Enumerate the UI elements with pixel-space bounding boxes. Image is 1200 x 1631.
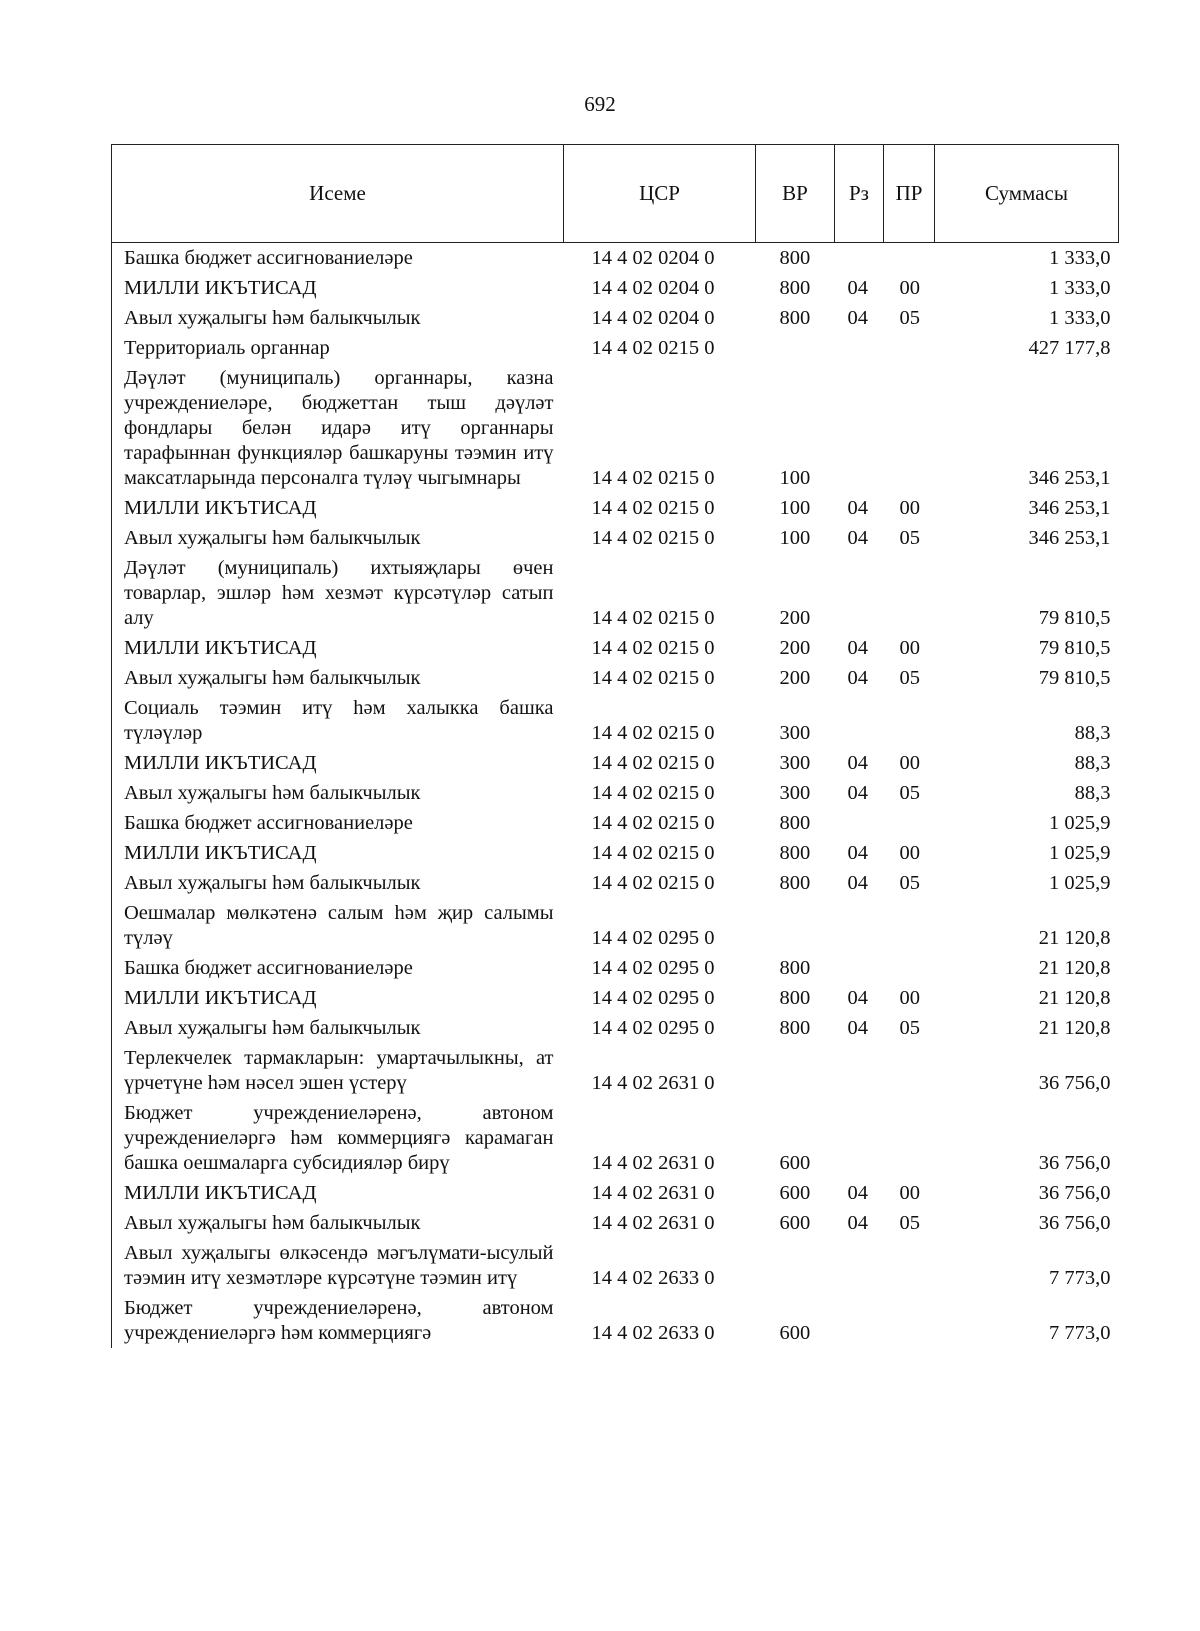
cell-name: Авыл хуҗалыгы һәм балыкчылык <box>124 667 421 689</box>
table-row <box>112 663 1119 693</box>
cell-sum: 88,3 <box>1074 722 1111 744</box>
cell-name: Оешмалар мөлкәтенә салым һәм җир салымы түләү <box>124 902 554 949</box>
cell-pr <box>884 243 935 273</box>
cell-sum: 1 333,0 <box>1049 277 1111 299</box>
page-number: 692 <box>584 92 616 116</box>
cell-pr <box>884 953 935 983</box>
cell-sum: 79 810,5 <box>1038 667 1111 689</box>
cell-rz <box>835 363 884 493</box>
cell-sum: 346 253,1 <box>1028 497 1111 519</box>
table-row <box>112 1238 1119 1293</box>
cell-rz <box>835 898 884 953</box>
cell-pr <box>884 693 935 748</box>
cell-pr <box>884 1098 935 1178</box>
table-row <box>112 693 1119 748</box>
cell-pr: 05 <box>899 872 920 894</box>
cell-name: Авыл хуҗалыгы өлкәсендә мәгълүмати-ысулый тәэмин итү хезмәтләре күрсәтүне тәэмин итү <box>124 1242 554 1289</box>
cell-name: Авыл хуҗалыгы һәм балыкчылык <box>124 307 421 329</box>
table-row <box>112 1178 1119 1208</box>
cell-name: МИЛЛИ ИКЪТИСАД <box>124 277 317 299</box>
cell-sum: 79 810,5 <box>1038 607 1111 629</box>
cell-pr <box>884 1043 935 1098</box>
cell-pr: 00 <box>899 842 920 864</box>
cell-pr <box>884 898 935 953</box>
cell-pr: 05 <box>899 307 920 329</box>
cell-pr: 00 <box>899 1182 920 1204</box>
cell-csr: 14 4 02 0295 0 <box>591 957 715 979</box>
cell-vr: 600 <box>779 1212 811 1234</box>
cell-csr: 14 4 02 0295 0 <box>591 1017 715 1039</box>
cell-csr: 14 4 02 0204 0 <box>591 247 715 269</box>
table-row <box>112 1098 1119 1178</box>
cell-name: Бюджет учреждениеләренә, автоном учреждениеләргә һәм коммерциягә карамаган башка оешмаларга субсидияләр бирү <box>124 1102 554 1174</box>
cell-rz: 04 <box>847 987 868 1009</box>
cell-csr: 14 4 02 0215 0 <box>591 872 715 894</box>
cell-vr <box>756 333 835 363</box>
cell-pr: 05 <box>899 1017 920 1039</box>
cell-rz: 04 <box>847 637 868 659</box>
cell-csr: 14 4 02 2631 0 <box>591 1212 715 1234</box>
cell-rz: 04 <box>847 1212 868 1234</box>
cell-rz: 04 <box>847 667 868 689</box>
cell-rz: 04 <box>847 527 868 549</box>
table-row <box>112 523 1119 553</box>
cell-rz <box>835 553 884 633</box>
cell-pr <box>884 333 935 363</box>
cell-rz <box>835 1098 884 1178</box>
cell-vr: 800 <box>779 842 811 864</box>
cell-csr: 14 4 02 0215 0 <box>591 842 715 864</box>
cell-name: Дәүләт (муниципаль) ихтыяҗлары өчен товарлар, эшләр һәм хезмәт күрсәтүләр сатып алу <box>124 557 554 629</box>
cell-vr: 800 <box>779 277 811 299</box>
cell-name: МИЛЛИ ИКЪТИСАД <box>124 752 317 774</box>
cell-sum: 1 025,9 <box>1049 842 1111 864</box>
cell-pr: 05 <box>899 782 920 804</box>
cell-csr: 14 4 02 2631 0 <box>591 1072 715 1094</box>
table-row <box>112 493 1119 523</box>
cell-pr: 00 <box>899 987 920 1009</box>
cell-csr: 14 4 02 2633 0 <box>591 1322 715 1344</box>
cell-rz <box>835 333 884 363</box>
table-body <box>112 243 1119 1348</box>
cell-csr: 14 4 02 0215 0 <box>591 607 715 629</box>
cell-name: Башка бюджет ассигнованиеләре <box>124 247 413 269</box>
table-row <box>112 1293 1119 1348</box>
cell-vr: 600 <box>779 1182 811 1204</box>
cell-vr: 800 <box>779 812 811 834</box>
table-row <box>112 983 1119 1013</box>
table-row <box>112 838 1119 868</box>
cell-sum: 36 756,0 <box>1038 1072 1111 1094</box>
cell-pr: 05 <box>899 527 920 549</box>
cell-name: Территориаль органнар <box>124 337 330 359</box>
table-row <box>112 953 1119 983</box>
cell-rz <box>835 1043 884 1098</box>
table-row <box>112 243 1119 273</box>
table-row <box>112 898 1119 953</box>
cell-sum: 36 756,0 <box>1038 1212 1111 1234</box>
cell-vr <box>756 898 835 953</box>
cell-sum: 21 120,8 <box>1038 927 1111 949</box>
cell-vr: 300 <box>779 722 811 744</box>
table-row <box>112 333 1119 363</box>
cell-rz <box>835 808 884 838</box>
cell-csr: 14 4 02 0215 0 <box>591 812 715 834</box>
cell-pr: 00 <box>899 752 920 774</box>
cell-vr: 800 <box>779 307 811 329</box>
cell-pr <box>884 363 935 493</box>
cell-name: Авыл хуҗалыгы һәм балыкчылык <box>124 1212 421 1234</box>
cell-rz: 04 <box>847 1017 868 1039</box>
cell-vr: 100 <box>779 467 811 489</box>
cell-sum: 88,3 <box>1074 782 1111 804</box>
cell-csr: 14 4 02 0215 0 <box>591 337 715 359</box>
cell-rz <box>835 1293 884 1348</box>
cell-sum: 1 333,0 <box>1049 307 1111 329</box>
header-name: Исеме <box>112 145 564 243</box>
cell-vr: 300 <box>779 782 811 804</box>
cell-sum: 36 756,0 <box>1038 1152 1111 1174</box>
cell-rz <box>835 693 884 748</box>
cell-rz: 04 <box>847 872 868 894</box>
cell-pr <box>884 1293 935 1348</box>
table-row <box>112 553 1119 633</box>
cell-pr: 05 <box>899 667 920 689</box>
cell-csr: 14 4 02 0295 0 <box>591 927 715 949</box>
cell-sum: 1 025,9 <box>1049 872 1111 894</box>
cell-sum: 7 773,0 <box>1049 1267 1111 1289</box>
cell-rz <box>835 243 884 273</box>
cell-sum: 79 810,5 <box>1038 637 1111 659</box>
cell-name: Авыл хуҗалыгы һәм балыкчылык <box>124 872 421 894</box>
cell-sum: 346 253,1 <box>1028 527 1111 549</box>
cell-pr: 00 <box>899 637 920 659</box>
cell-vr: 800 <box>779 957 811 979</box>
header-rz: Рз <box>835 145 884 243</box>
cell-name: Авыл хуҗалыгы һәм балыкчылык <box>124 527 421 549</box>
cell-csr: 14 4 02 0295 0 <box>591 987 715 1009</box>
cell-sum: 346 253,1 <box>1028 467 1111 489</box>
table-row <box>112 1013 1119 1043</box>
cell-name: Авыл хуҗалыгы һәм балыкчылык <box>124 1017 421 1039</box>
cell-csr: 14 4 02 0215 0 <box>591 637 715 659</box>
cell-rz: 04 <box>847 782 868 804</box>
cell-vr <box>756 1238 835 1293</box>
cell-csr: 14 4 02 0215 0 <box>591 527 715 549</box>
cell-pr: 05 <box>899 1212 920 1234</box>
cell-sum: 21 120,8 <box>1038 1017 1111 1039</box>
cell-csr: 14 4 02 0215 0 <box>591 667 715 689</box>
cell-csr: 14 4 02 0215 0 <box>591 467 715 489</box>
cell-pr <box>884 808 935 838</box>
header-csr: ЦСР <box>564 145 756 243</box>
table-row <box>112 303 1119 333</box>
cell-rz: 04 <box>847 842 868 864</box>
cell-pr <box>884 553 935 633</box>
cell-vr: 600 <box>779 1322 811 1344</box>
cell-csr: 14 4 02 0204 0 <box>591 277 715 299</box>
cell-vr: 200 <box>779 667 811 689</box>
cell-name: Социаль тәэмин итү һәм халыкка башка түләүләр <box>124 697 554 744</box>
cell-pr: 00 <box>899 277 920 299</box>
cell-csr: 14 4 02 0215 0 <box>591 782 715 804</box>
cell-sum: 7 773,0 <box>1049 1322 1111 1344</box>
cell-sum: 1 333,0 <box>1049 247 1111 269</box>
cell-vr: 800 <box>779 247 811 269</box>
table-row <box>112 808 1119 838</box>
cell-name: Терлекчелек тармакларын: умартачылыкны, ат үрчетүне һәм нәсел эшен үстерү <box>124 1047 554 1094</box>
cell-name: Башка бюджет ассигнованиеләре <box>124 812 413 834</box>
header-vr: ВР <box>756 145 835 243</box>
budget-table <box>111 243 1119 1348</box>
cell-csr: 14 4 02 2633 0 <box>591 1267 715 1289</box>
cell-sum: 21 120,8 <box>1038 957 1111 979</box>
header-pr: ПР <box>884 145 935 243</box>
cell-name: МИЛЛИ ИКЪТИСАД <box>124 987 317 1009</box>
cell-name: МИЛЛИ ИКЪТИСАД <box>124 1182 317 1204</box>
cell-sum: 36 756,0 <box>1038 1182 1111 1204</box>
cell-vr: 800 <box>779 872 811 894</box>
cell-vr <box>756 1043 835 1098</box>
cell-pr: 00 <box>899 497 920 519</box>
cell-rz: 04 <box>847 307 868 329</box>
cell-name: МИЛЛИ ИКЪТИСАД <box>124 842 317 864</box>
cell-name: Авыл хуҗалыгы һәм балыкчылык <box>124 782 421 804</box>
table-row <box>112 748 1119 778</box>
cell-sum: 21 120,8 <box>1038 987 1111 1009</box>
cell-csr: 14 4 02 0215 0 <box>591 722 715 744</box>
cell-vr: 200 <box>779 637 811 659</box>
cell-csr: 14 4 02 0204 0 <box>591 307 715 329</box>
table-row <box>112 273 1119 303</box>
cell-sum: 1 025,9 <box>1049 812 1111 834</box>
cell-vr: 100 <box>779 497 811 519</box>
cell-csr: 14 4 02 2631 0 <box>591 1182 715 1204</box>
cell-sum: 88,3 <box>1074 752 1111 774</box>
cell-pr <box>884 1238 935 1293</box>
cell-rz: 04 <box>847 277 868 299</box>
table-row <box>112 868 1119 898</box>
cell-sum: 427 177,8 <box>1028 337 1111 359</box>
cell-name: МИЛЛИ ИКЪТИСАД <box>124 637 317 659</box>
cell-vr: 600 <box>779 1152 811 1174</box>
table-row <box>112 363 1119 493</box>
cell-rz: 04 <box>847 1182 868 1204</box>
table-row <box>112 1043 1119 1098</box>
cell-rz: 04 <box>847 497 868 519</box>
table-row <box>112 778 1119 808</box>
cell-csr: 14 4 02 2631 0 <box>591 1152 715 1174</box>
cell-vr: 100 <box>779 527 811 549</box>
cell-vr: 300 <box>779 752 811 774</box>
cell-vr: 200 <box>779 607 811 629</box>
cell-rz <box>835 1238 884 1293</box>
cell-rz: 04 <box>847 752 868 774</box>
cell-name: МИЛЛИ ИКЪТИСАД <box>124 497 317 519</box>
cell-name: Дәүләт (муниципаль) органнары, казна учреждениеләре, бюджеттан тыш дәүләт фондлары белән идарә итү органнары тарафыннан функцияләр башкаруны тәэмин итү максатларында персоналга түләү чыгымнары <box>124 367 554 489</box>
table-row <box>112 633 1119 663</box>
cell-name: Башка бюджет ассигнованиеләре <box>124 957 413 979</box>
table-row <box>112 1208 1119 1238</box>
cell-vr: 800 <box>779 987 811 1009</box>
header-sum: Суммасы <box>935 145 1119 243</box>
cell-csr: 14 4 02 0215 0 <box>591 497 715 519</box>
table-header <box>111 144 1119 243</box>
cell-csr: 14 4 02 0215 0 <box>591 752 715 774</box>
cell-rz <box>835 953 884 983</box>
cell-name: Бюджет учреждениеләренә, автоном учреждениеләргә һәм коммерциягә <box>124 1297 554 1344</box>
cell-vr: 800 <box>779 1017 811 1039</box>
